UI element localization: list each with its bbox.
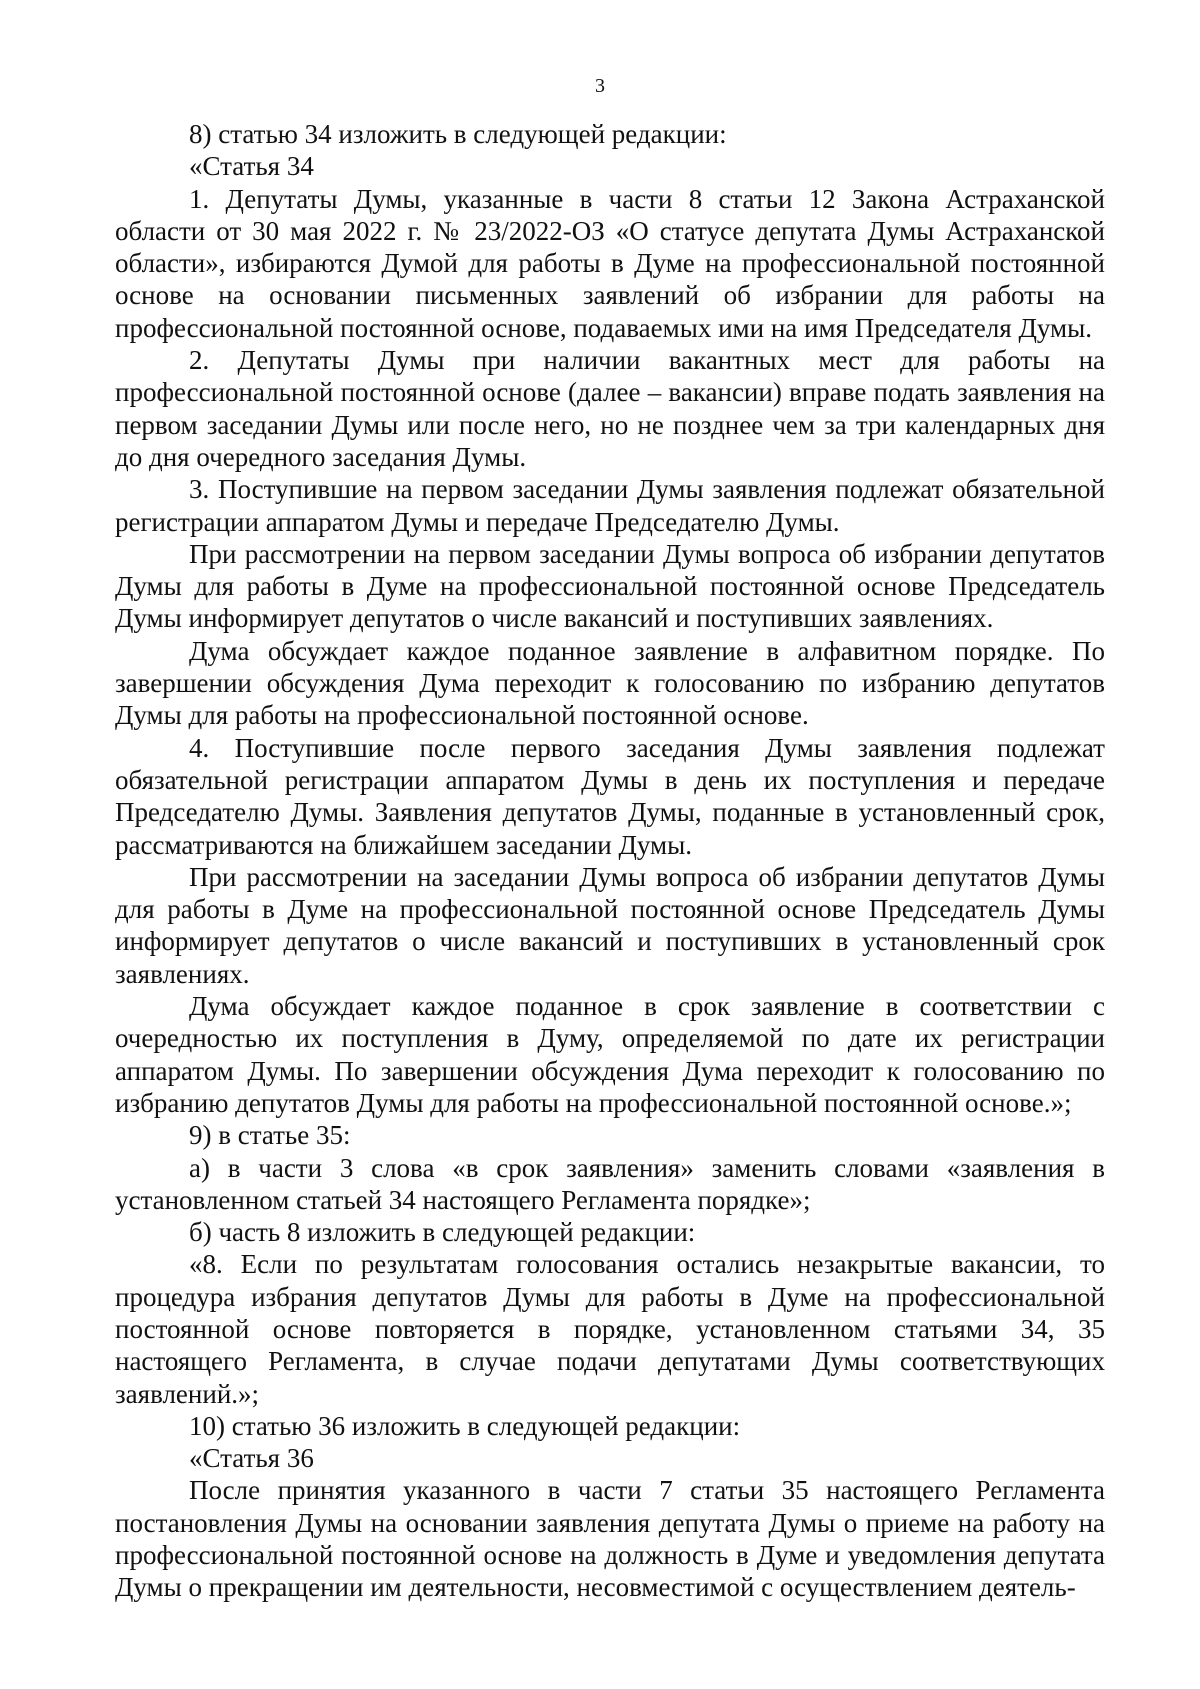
article-35-part-8: «8. Если по результатам голосования остались незакрытые вакансии, то процедура избрания депутатов Думы для работы в Думе на профессиональной постоянной основе повторяется в порядке, установленном статьями 34, 35 настоящего Регламента, в случае подачи депутатами Думы соответствующих заявлений.»; (115, 1249, 1105, 1409)
article-34-part-4: 4. Поступившие после первого заседания Думы заявления подлежат обязательной регистрации аппаратом Думы в день их поступления и передаче Председателю Думы. Заявления депутатов Думы, поданные в установленный срок, рассматриваются на ближайшем заседании Думы. (115, 732, 1105, 860)
paragraph-item-10-header: 10) статью 36 изложить в следующей редакции: (189, 1410, 741, 1441)
article-34-part-3-para-2: При рассмотрении на первом заседании Думы вопроса об избрании депутатов Думы для работы в Думе на профессиональной постоянной основе Председатель Думы информирует депутатов о числе вакансий и поступивших заявлениях. (115, 538, 1105, 634)
article-34-part-4-para-2: При рассмотрении на заседании Думы вопроса об избрании депутатов Думы для работы в Думе на профессиональной постоянной основе Председатель Думы информирует депутатов о числе вакансий и поступивших в установленный срок заявлениях. (115, 861, 1105, 989)
article-34-part-3-para-3: Дума обсуждает каждое поданное заявление в алфавитном порядке. По завершении обсуждения Дума переходит к голосованию по избранию депутатов Думы для работы на профессиональной постоянной основе. (115, 635, 1105, 731)
paragraph-item-8-header: 8) статью 34 изложить в следующей редакции: (189, 119, 727, 149)
article-34-part-2: 2. Депутаты Думы при наличии вакантных мест для работы на профессиональной постоянной основе (далее – вакансии) вправе подать заявления на первом заседании Думы или после него, но не позднее чем за три календарных дня до дня очередного заседания Думы. (115, 345, 1105, 472)
paragraph-item-9-header: 9) в статье 35: (189, 1120, 351, 1151)
page-number: 3 (595, 75, 605, 97)
item-9-subpoint-a: а) в части 3 слова «в срок заявления» заменить словами «заявления в установленном статьей 34 настоящего Регламента порядке»; (115, 1152, 1105, 1215)
article-34-part-4-para-3: Дума обсуждает каждое поданное в срок заявление в соответствии с очередностью их поступления в Думу, определяемой по дате их регистрации аппаратом Думы. По завершении обсуждения Дума переходит к голосованию по избранию депутатов Думы для работы на профессиональной постоянной основе.»; (115, 991, 1105, 1118)
article-36-title: «Статья 36 (189, 1443, 314, 1474)
item-9-subpoint-b: б) часть 8 изложить в следующей редакции: (189, 1217, 696, 1248)
article-34-title: «Статья 34 (189, 151, 314, 182)
article-36-text: После принятия указанного в части 7 статьи 35 настоящего Регламента постановления Думы на основании заявления депутата Думы о приеме на работу на профессиональной постоянной основе на должность в Думе и уведомления депутата Думы о прекращении им деятельности, несовместимой с осуществлением деятель- (115, 1475, 1105, 1603)
article-34-part-3: 3. Поступившие на первом заседании Думы заявления подлежат обязательной регистрации аппаратом Думы и передаче Председателю Думы. (115, 474, 1105, 537)
article-34-part-1: 1. Депутаты Думы, указанные в части 8 статьи 12 Закона Астраханской области от 30 мая 2022 г. № 23/2022-ОЗ «О статусе депутата Думы Астраханской области», избираются Думой для работы в Думе на профессиональной постоянной основе на основании письменных заявлений об избрании для работы на профессиональной постоянной основе, подаваемых ими на имя Председателя Думы. (115, 183, 1105, 343)
document-body (115, 118, 1105, 1604)
